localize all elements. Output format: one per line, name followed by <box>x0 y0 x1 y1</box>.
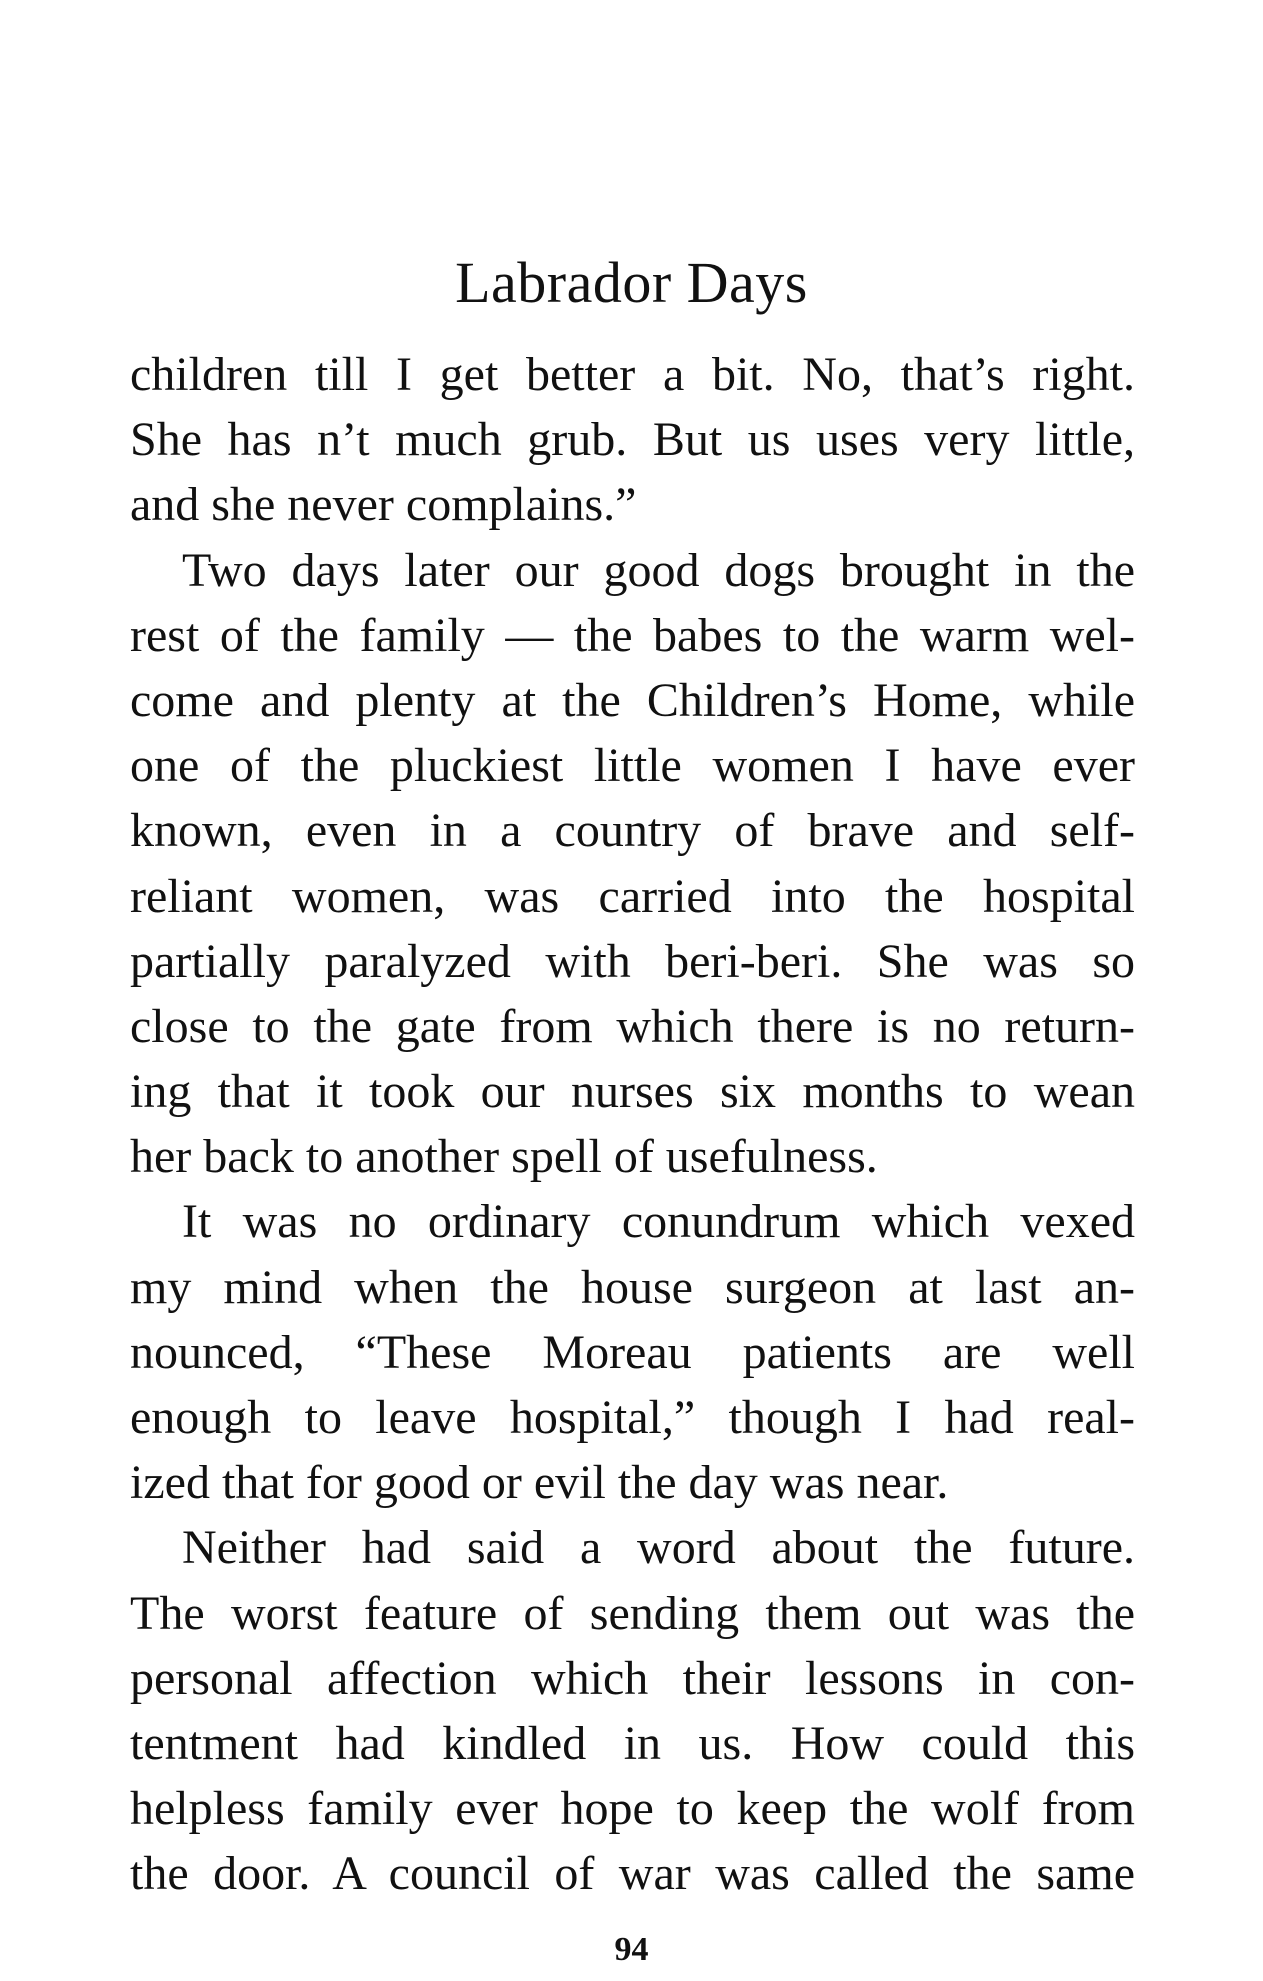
text-line: close to the gate from which there is no return- <box>130 999 1135 1053</box>
text-line: tentment had kindled in us. How could this <box>130 1716 1135 1770</box>
text-line: personal affection which their lessons in con- <box>130 1651 1135 1705</box>
text-line: enough to leave hospital,” though I had real- <box>130 1391 1135 1444</box>
text-line: reliant women, was carried into the hospital <box>130 869 1135 923</box>
text-line: nounced, “These Moreau patients are well <box>130 1325 1135 1379</box>
body-text <box>130 342 1135 1907</box>
text-line: She has n’t much grub. But us uses very little, <box>130 413 1135 467</box>
text-line: Neither had said a word about the future. <box>182 1521 1135 1575</box>
text-line: and she never complains.” <box>130 478 637 532</box>
running-head: Labrador Days <box>455 250 808 315</box>
text-line: the door. A council of war was called the same <box>130 1847 1135 1901</box>
text-line: partially paralyzed with beri-beri. She was so <box>130 934 1135 988</box>
text-line: her back to another spell of usefulness. <box>130 1130 878 1184</box>
text-line: helpless family ever hope to keep the wolf from <box>130 1782 1135 1836</box>
text-line: ized that for good or evil the day was near. <box>130 1456 949 1510</box>
text-line: Two days later our good dogs brought in the <box>182 543 1135 597</box>
text-line: my mind when the house surgeon at last an- <box>130 1260 1135 1314</box>
text-line: known, even in a country of brave and self- <box>130 804 1135 858</box>
text-line: rest of the family — the babes to the warm wel- <box>130 608 1135 662</box>
text-line: come and plenty at the Children’s Home, while <box>130 673 1135 727</box>
text-line: ing that it took our nurses six months to wean <box>130 1065 1135 1119</box>
page-number: 94 <box>614 1931 649 1968</box>
text-line: children till I get better a bit. No, that’s right. <box>130 348 1135 401</box>
text-line: It was no ordinary conundrum which vexed <box>182 1195 1135 1249</box>
text-line: The worst feature of sending them out was the <box>130 1586 1135 1640</box>
text-line: one of the pluckiest little women I have ever <box>130 739 1135 793</box>
